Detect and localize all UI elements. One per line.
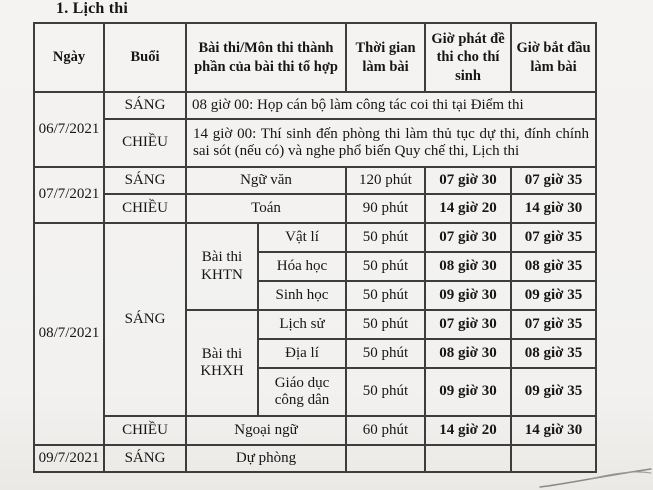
session-cell: SÁNG [104,167,186,194]
handout-time-cell-empty [425,445,511,472]
subject-cell: Ngữ văn [186,167,346,194]
duration-cell: 120 phút [346,167,425,194]
header-session: Buổi [104,23,186,92]
table-row [34,167,596,194]
pen-scribble-mark [538,466,653,490]
handout-time-cell: 09 giờ 30 [425,281,511,310]
duration-cell-empty [346,445,425,472]
section-title: 1. Lịch thi [56,0,128,17]
table-header-row [34,23,596,92]
duration-cell: 60 phút [346,416,425,445]
header-date: Ngày [34,23,104,92]
handout-time-cell: 09 giờ 30 [425,368,511,416]
session-cell: CHIỀU [104,194,186,223]
duration-cell: 90 phút [346,194,425,223]
note-cell: 08 giờ 00: Họp cán bộ làm công tác coi thi tại Điểm thi [186,92,596,119]
table-row [34,119,596,167]
handout-time-cell: 08 giờ 30 [425,252,511,281]
handout-time-cell: 07 giờ 30 [425,167,511,194]
table-row [34,92,596,119]
table-row [34,223,596,252]
session-cell: SÁNG [104,445,186,472]
date-cell: 06/7/2021 [34,92,104,167]
handout-time-cell: 07 giờ 30 [425,223,511,252]
combined-exam-cell: Bài thi KHXH [186,310,258,416]
start-time-cell: 07 giờ 35 [511,223,596,252]
handout-time-cell: 14 giờ 20 [425,194,511,223]
duration-cell: 50 phút [346,252,425,281]
start-time-cell: 14 giờ 30 [511,194,596,223]
subject-cell: Vật lí [258,223,346,252]
table-row [34,194,596,223]
session-cell: SÁNG [104,223,186,416]
date-cell: 07/7/2021 [34,167,104,223]
subject-cell: Lịch sử [258,310,346,339]
duration-cell: 50 phút [346,281,425,310]
handout-time-cell: 08 giờ 30 [425,339,511,368]
date-cell: 09/7/2021 [34,445,104,472]
subject-cell: Ngoại ngữ [186,416,346,445]
subject-cell: Giáo dục công dân [258,368,346,416]
start-time-cell: 14 giờ 30 [511,416,596,445]
date-cell: 08/7/2021 [34,223,104,445]
combined-exam-cell: Bài thi KHTN [186,223,258,310]
subject-cell: Toán [186,194,346,223]
start-time-cell: 08 giờ 35 [511,339,596,368]
handout-time-cell: 14 giờ 20 [425,416,511,445]
subject-cell: Sinh học [258,281,346,310]
duration-cell: 50 phút [346,368,425,416]
table-row [34,416,596,445]
start-time-cell: 09 giờ 35 [511,281,596,310]
duration-cell: 50 phút [346,339,425,368]
subject-cell: Hóa học [258,252,346,281]
exam-schedule-table [33,22,597,473]
subject-cell: Địa lí [258,339,346,368]
session-cell: CHIỀU [104,416,186,445]
start-time-cell: 07 giờ 35 [511,167,596,194]
start-time-cell: 09 giờ 35 [511,368,596,416]
header-exam: Bài thi/Môn thi thành phần của bài thi tổ hợp [186,23,346,92]
header-duration: Thời gian làm bài [346,23,425,92]
header-start-time: Giờ bắt đầu làm bài [511,23,596,92]
session-cell: SÁNG [104,92,186,119]
session-cell: CHIỀU [104,119,186,167]
header-handout-time: Giờ phát đề thi cho thí sinh [425,23,511,92]
handout-time-cell: 07 giờ 30 [425,310,511,339]
duration-cell: 50 phút [346,223,425,252]
subject-cell: Dự phòng [186,445,346,472]
start-time-cell: 08 giờ 35 [511,252,596,281]
note-cell: 14 giờ 00: Thí sinh đến phòng thi làm thủ tục dự thi, đính chính sai sót (nếu có) và nghe phổ biến Quy chế thi, Lịch thi [186,119,596,167]
table-row [34,445,596,472]
start-time-cell: 07 giờ 35 [511,310,596,339]
duration-cell: 50 phút [346,310,425,339]
